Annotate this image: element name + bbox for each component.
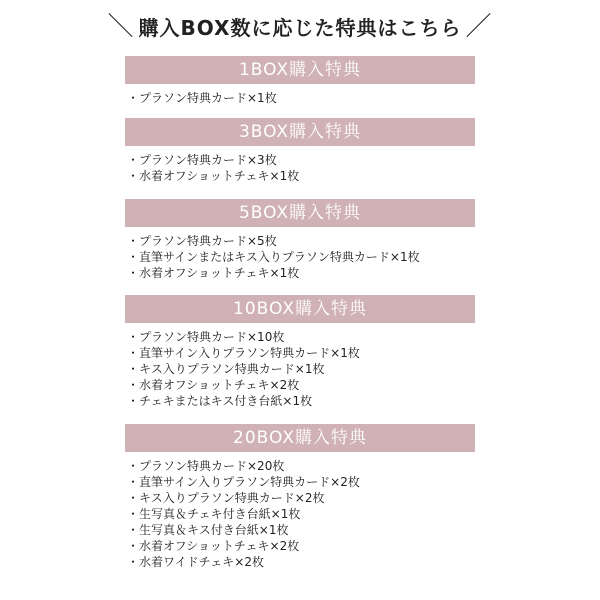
bullet-marker: ・ — [127, 250, 140, 264]
bullet-marker: ・ — [127, 91, 140, 105]
benefit-text: 生写真＆チェキ付き台紙×1枚 — [139, 507, 301, 521]
section-banner: 1BOX購入特典 — [125, 56, 475, 84]
page-headline — [0, 14, 600, 42]
benefit-list — [125, 458, 475, 570]
benefit-text: 直筆サインまたはキス入りプラソン特典カード×1枚 — [139, 250, 420, 264]
headline-slash-right: ／ — [465, 12, 493, 42]
bullet-marker: ・ — [127, 266, 140, 280]
bullet-marker: ・ — [127, 362, 140, 376]
section-banner: 5BOX購入特典 — [125, 199, 475, 227]
benefit-text: 水着オフショットチェキ×1枚 — [139, 266, 300, 280]
bullet-marker: ・ — [127, 507, 140, 521]
benefit-item — [125, 377, 475, 393]
benefit-list — [125, 90, 475, 106]
bullet-marker: ・ — [127, 346, 140, 360]
benefit-text: 直筆サイン入りプラソン特典カード×1枚 — [139, 346, 360, 360]
benefit-list — [125, 329, 475, 409]
benefit-item — [125, 90, 475, 106]
benefit-text: プラソン特典カード×20枚 — [139, 459, 285, 473]
benefit-text: 直筆サイン入りプラソン特典カード×2枚 — [139, 475, 360, 489]
benefit-item — [125, 458, 475, 474]
benefit-item — [125, 152, 475, 168]
bullet-marker: ・ — [127, 475, 140, 489]
bullet-marker: ・ — [127, 394, 140, 408]
bullet-marker: ・ — [127, 234, 140, 248]
benefit-text: 水着ワイドチェキ×2枚 — [139, 555, 264, 569]
benefit-item — [125, 506, 475, 522]
section-1box — [125, 56, 475, 106]
benefit-list — [125, 152, 475, 184]
benefit-text: 水着オフショットチェキ×1枚 — [139, 169, 300, 183]
bullet-marker: ・ — [127, 555, 140, 569]
benefit-text: キス入りプラソン特典カード×1枚 — [139, 362, 325, 376]
benefit-item — [125, 345, 475, 361]
benefit-text: プラソン特典カード×10枚 — [139, 330, 285, 344]
bullet-marker: ・ — [127, 459, 140, 473]
benefit-item — [125, 265, 475, 281]
benefit-text: プラソン特典カード×1枚 — [139, 91, 277, 105]
benefit-list — [125, 233, 475, 281]
section-3box — [125, 118, 475, 184]
bullet-marker: ・ — [127, 378, 140, 392]
benefit-item — [125, 474, 475, 490]
benefit-text: 水着オフショットチェキ×2枚 — [139, 539, 300, 553]
benefit-item — [125, 249, 475, 265]
benefit-text: チェキまたはキス付き台紙×1枚 — [139, 394, 313, 408]
bullet-marker: ・ — [127, 153, 140, 167]
section-10box — [125, 295, 475, 409]
benefit-item — [125, 490, 475, 506]
benefit-item — [125, 554, 475, 570]
bullet-marker: ・ — [127, 169, 140, 183]
section-banner: 3BOX購入特典 — [125, 118, 475, 146]
benefit-text: プラソン特典カード×3枚 — [139, 153, 277, 167]
benefit-text: 生写真＆キス付き台紙×1枚 — [139, 523, 289, 537]
benefit-item — [125, 522, 475, 538]
benefit-item — [125, 538, 475, 554]
benefit-item — [125, 233, 475, 249]
benefit-item — [125, 361, 475, 377]
bullet-marker: ・ — [127, 523, 140, 537]
bullet-marker: ・ — [127, 491, 140, 505]
bullet-marker: ・ — [127, 539, 140, 553]
headline-text: 購入BOX数に応じた特典はこちら — [138, 16, 462, 40]
headline-slash-left: ＼ — [107, 12, 135, 42]
benefit-text: プラソン特典カード×5枚 — [139, 234, 277, 248]
section-20box — [125, 424, 475, 570]
benefit-text: キス入りプラソン特典カード×2枚 — [139, 491, 325, 505]
benefit-item — [125, 329, 475, 345]
bullet-marker: ・ — [127, 330, 140, 344]
benefit-text: 水着オフショットチェキ×2枚 — [139, 378, 300, 392]
benefit-item — [125, 168, 475, 184]
benefit-item — [125, 393, 475, 409]
section-banner: 20BOX購入特典 — [125, 424, 475, 452]
section-banner: 10BOX購入特典 — [125, 295, 475, 323]
section-5box — [125, 199, 475, 281]
